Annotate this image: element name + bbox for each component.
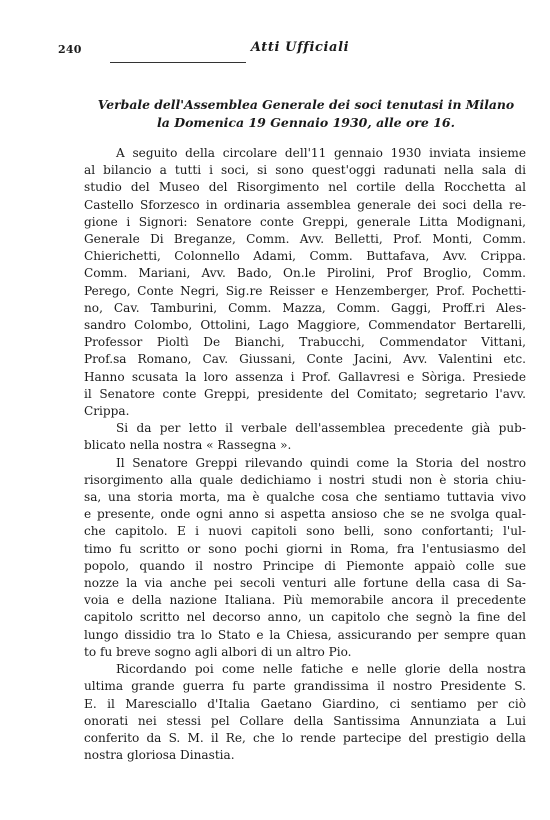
text-line: Il Senatore Greppi rilevando quindi come la Storia del nostro	[116, 455, 526, 470]
title-line: la Domenica 19 Gennaio 1930, alle ore 16.	[157, 115, 455, 130]
paragraph-president-honor	[84, 661, 526, 764]
text-line: risorgimento alla quale dedichiamo i nostri studi non è storia chiu-	[84, 472, 526, 487]
text-line: Hanno scusata la loro assenza i Prof. Gallavresi e Sòriga. Presiede	[84, 369, 526, 384]
page-number: 240	[58, 43, 82, 56]
text-line: blicato nella nostra « Rassegna ».	[84, 438, 292, 453]
text-line: Chierichetti, Colonnello Adami, Comm. Buttafava, Avv. Crippa.	[84, 249, 526, 264]
text-line: il Senatore conte Greppi, presidente del Comitato; segretario l'avv.	[84, 386, 526, 401]
text-line: nostra gloriosa Dinastia.	[84, 748, 235, 763]
text-line: che capitolo. E i nuovi capitoli sono belli, sono confortanti; l'ul-	[84, 524, 526, 539]
title-line: Verbale dell'Assemblea Generale dei soci tenutasi in Milano	[97, 97, 515, 112]
text-line: nozze la via anche pei secoli venturi alle fortune della casa di Sa-	[84, 576, 526, 591]
text-line: onorati nei stessi pel Collare della Santissima Annunziata a Lui	[84, 713, 526, 728]
text-line: Perego, Conte Negri, Sig.re Reisser e Henzemberger, Prof. Pochetti-	[84, 283, 526, 298]
text-line: lungo dissidio tra lo Stato e la Chiesa, assicurando per sempre quan	[84, 627, 526, 642]
text-line: conferito da S. M. il Re, che lo rende partecipe del prestigio della	[84, 730, 526, 745]
text-line: A seguito della circolare dell'11 gennaio 1930 inviata insieme	[116, 146, 526, 160]
text-line: studio del Museo del Risorgimento nel cortile della Rocchetta al	[84, 180, 526, 195]
text-line: Ricordando poi come nelle fatiche e nelle glorie della nostra	[116, 662, 526, 677]
text-line: gione i Signori: Senatore conte Greppi, generale Litta Modignani,	[84, 214, 526, 229]
text-line: e presente, onde ogni anno si aspetta ansioso che se ne svolga qual-	[84, 507, 526, 522]
text-line: Generale Di Breganze, Comm. Avv. Belletti, Prof. Monti, Comm.	[84, 232, 526, 247]
paragraph-attendance	[84, 145, 526, 420]
text-line: ultima grande guerra fu parte grandissima il nostro Presidente S.	[84, 679, 526, 694]
text-line: Castello Sforzesco in ordinaria assemblea generale dei soci della re-	[84, 197, 526, 212]
running-title: Atti Ufficiali	[250, 40, 350, 55]
text-line: sandro Colombo, Ottolini, Lago Maggiore, Commendator Bertarelli,	[84, 318, 526, 333]
text-line: popolo, quando il nostro Principe di Piemonte appaiò colle sue	[84, 558, 526, 573]
text-line: no, Cav. Tamburini, Comm. Mazza, Comm. Gaggi, Proff.ri Ales-	[84, 300, 526, 315]
text-line: sa, una storia morta, ma è qualche cosa che sentiamo tuttavia vivo	[84, 490, 526, 505]
text-line: voia e della nazione Italiana. Più memorabile ancora il precedente	[84, 593, 526, 608]
text-line: al bilancio a tutti i soci, si sono quest'oggi radunati nella sala di	[84, 163, 526, 178]
document-body	[84, 145, 526, 764]
text-line: E. il Maresciallo d'Italia Gaetano Giardino, ci sentiamo per ciò	[84, 696, 526, 711]
text-line: to fu breve sogno agli albori di un altro Pio.	[84, 644, 352, 659]
header-rule	[110, 62, 246, 63]
text-line: Si da per letto il verbale dell'assemblea precedente già pub-	[116, 421, 526, 436]
text-line: Professor Pioltì De Bianchi, Trabucchi, Commendator Vittani,	[84, 335, 526, 350]
text-line: timo fu scritto or sono pochi giorni in Roma, fra l'entusiasmo del	[84, 541, 526, 556]
minutes-title	[96, 96, 516, 132]
text-line: Comm. Mariani, Avv. Bado, On.le Pirolini, Prof Broglio, Comm.	[84, 266, 526, 281]
text-line: Prof.sa Romano, Cav. Giussani, Conte Jacini, Avv. Valentini etc.	[84, 352, 526, 367]
paragraph-greppi-speech	[84, 455, 526, 661]
text-line: capitolo scritto nel decorso anno, un capitolo che segnò la fine del	[84, 610, 526, 625]
text-line: Crippa.	[84, 404, 130, 419]
paragraph-previous-minutes	[84, 420, 526, 454]
